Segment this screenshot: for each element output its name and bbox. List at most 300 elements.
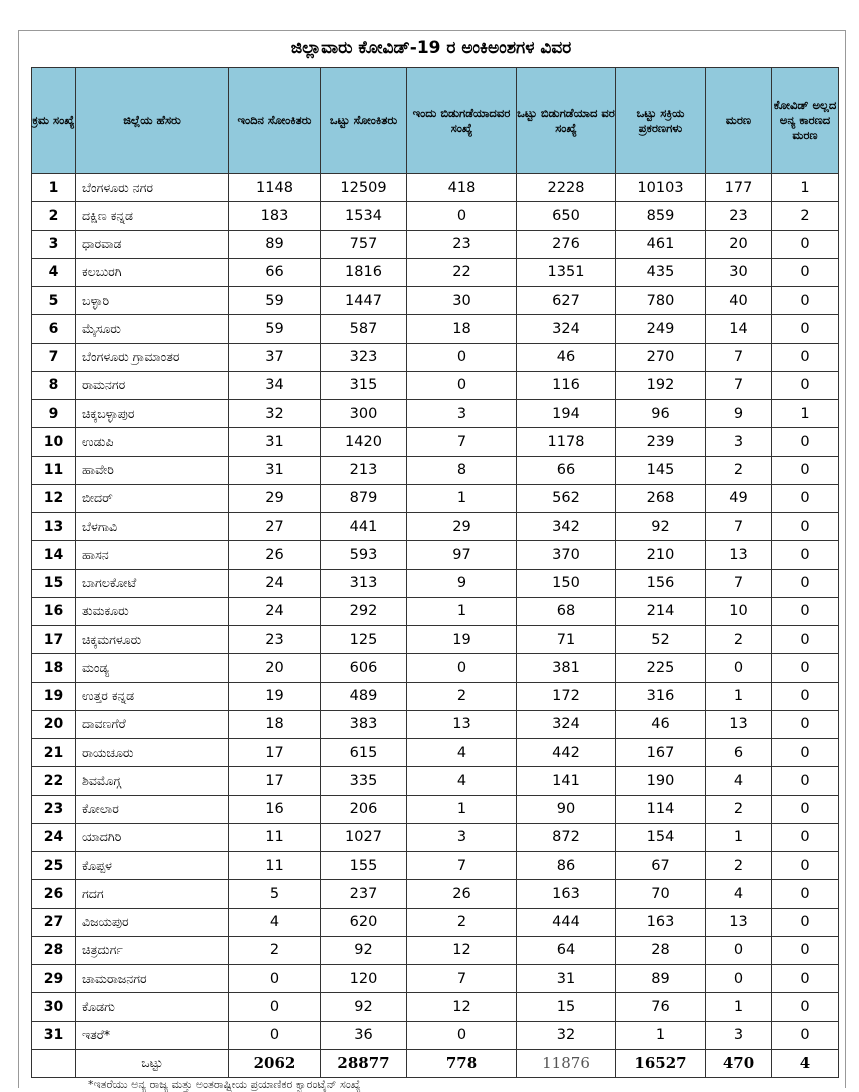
cell-district: ಗದಗ (76, 880, 229, 908)
cell-today-infected: 11 (229, 852, 321, 880)
cell-sl: 10 (32, 428, 76, 456)
cell-sl: 12 (32, 484, 76, 512)
cell-total-infected: 92 (321, 936, 407, 964)
table-row (32, 541, 839, 569)
header-deaths: ಮರಣ (706, 68, 772, 174)
cell-sl: 27 (32, 908, 76, 936)
cell-non-covid-deaths: 0 (772, 767, 839, 795)
cell-total-infected: 1816 (321, 258, 407, 286)
total-total-infected: 28877 (321, 1049, 407, 1077)
cell-non-covid-deaths: 0 (772, 993, 839, 1021)
cell-deaths: 1 (706, 682, 772, 710)
cell-today-discharged: 12 (407, 993, 517, 1021)
cell-today-discharged: 2 (407, 682, 517, 710)
cell-today-infected: 11 (229, 823, 321, 851)
cell-district: ಕೊಪ್ಪಳ (76, 852, 229, 880)
cell-sl: 29 (32, 965, 76, 993)
cell-total-infected: 323 (321, 343, 407, 371)
cell-total-discharged: 116 (517, 371, 616, 399)
table-row (32, 343, 839, 371)
cell-total-discharged: 66 (517, 456, 616, 484)
cell-active: 10103 (616, 174, 706, 202)
table-row (32, 767, 839, 795)
cell-sl: 23 (32, 795, 76, 823)
cell-district: ಮಂಡ್ಯ (76, 654, 229, 682)
cell-deaths: 7 (706, 513, 772, 541)
cell-today-discharged: 13 (407, 710, 517, 738)
cell-today-infected: 16 (229, 795, 321, 823)
cell-non-covid-deaths: 0 (772, 739, 839, 767)
cell-today-infected: 24 (229, 597, 321, 625)
header-today-discharged: ಇಂದು ಬಿಡುಗಡೆಯಾದವರ ಸಂಖ್ಯೆ (407, 68, 517, 174)
total-total-discharged: 11876 (517, 1049, 616, 1077)
cell-total-discharged: 64 (517, 936, 616, 964)
cell-today-infected: 17 (229, 767, 321, 795)
cell-district: ದಾವಣಗೆರೆ (76, 710, 229, 738)
cell-today-infected: 59 (229, 287, 321, 315)
cell-deaths: 14 (706, 315, 772, 343)
cell-district: ಬೆಂಗಳೂರು ಗ್ರಾಮಾಂತರ (76, 343, 229, 371)
cell-district: ಬೆಂಗಳೂರು ನಗರ (76, 174, 229, 202)
cell-total-infected: 1447 (321, 287, 407, 315)
table-row (32, 823, 839, 851)
cell-active: 156 (616, 569, 706, 597)
cell-today-discharged: 8 (407, 456, 517, 484)
cell-sl: 18 (32, 654, 76, 682)
cell-deaths: 177 (706, 174, 772, 202)
cell-active: 270 (616, 343, 706, 371)
cell-sl: 19 (32, 682, 76, 710)
cell-non-covid-deaths: 0 (772, 852, 839, 880)
table-row (32, 400, 839, 428)
cell-deaths: 4 (706, 880, 772, 908)
cell-district: ದಕ್ಷಿಣ ಕನ್ನಡ (76, 202, 229, 230)
cell-deaths: 4 (706, 767, 772, 795)
cell-today-infected: 19 (229, 682, 321, 710)
cell-today-discharged: 26 (407, 880, 517, 908)
cell-district: ವಿಜಯಪುರ (76, 908, 229, 936)
cell-sl: 17 (32, 626, 76, 654)
cell-district: ಉತ್ತರ ಕನ್ನಡ (76, 682, 229, 710)
cell-active: 1 (616, 1021, 706, 1049)
cell-deaths: 7 (706, 343, 772, 371)
cell-sl: 21 (32, 739, 76, 767)
cell-district: ತುಮಕೂರು (76, 597, 229, 625)
cell-today-discharged: 4 (407, 767, 517, 795)
cell-total-discharged: 71 (517, 626, 616, 654)
cell-non-covid-deaths: 0 (772, 795, 839, 823)
cell-sl: 15 (32, 569, 76, 597)
cell-non-covid-deaths: 0 (772, 626, 839, 654)
cell-total-discharged: 442 (517, 739, 616, 767)
cell-today-infected: 66 (229, 258, 321, 286)
cell-district: ಕಲಬುರಗಿ (76, 258, 229, 286)
cell-today-discharged: 0 (407, 202, 517, 230)
cell-active: 28 (616, 936, 706, 964)
cell-deaths: 13 (706, 541, 772, 569)
table-row (32, 597, 839, 625)
cell-non-covid-deaths: 1 (772, 174, 839, 202)
cell-today-infected: 23 (229, 626, 321, 654)
cell-sl: 7 (32, 343, 76, 371)
cell-sl: 25 (32, 852, 76, 880)
cell-total-discharged: 562 (517, 484, 616, 512)
cell-total-discharged: 444 (517, 908, 616, 936)
cell-deaths: 13 (706, 710, 772, 738)
cell-sl: 13 (32, 513, 76, 541)
cell-district: ಹಾಸನ (76, 541, 229, 569)
cell-today-infected: 32 (229, 400, 321, 428)
cell-today-infected: 17 (229, 739, 321, 767)
cell-district: ಬೆಳಗಾವಿ (76, 513, 229, 541)
cell-today-infected: 18 (229, 710, 321, 738)
cell-today-discharged: 7 (407, 965, 517, 993)
cell-active: 167 (616, 739, 706, 767)
cell-total-infected: 335 (321, 767, 407, 795)
cell-today-infected: 0 (229, 1021, 321, 1049)
cell-sl: 28 (32, 936, 76, 964)
cell-today-infected: 0 (229, 965, 321, 993)
cell-active: 210 (616, 541, 706, 569)
cell-total-discharged: 1178 (517, 428, 616, 456)
cell-today-discharged: 1 (407, 795, 517, 823)
cell-non-covid-deaths: 0 (772, 428, 839, 456)
cell-total-infected: 1534 (321, 202, 407, 230)
cell-sl: 20 (32, 710, 76, 738)
cell-total-infected: 92 (321, 993, 407, 1021)
cell-non-covid-deaths: 0 (772, 908, 839, 936)
cell-active: 190 (616, 767, 706, 795)
cell-non-covid-deaths: 0 (772, 484, 839, 512)
cell-total-discharged: 15 (517, 993, 616, 1021)
cell-today-infected: 4 (229, 908, 321, 936)
cell-sl: 14 (32, 541, 76, 569)
cell-active: 435 (616, 258, 706, 286)
cell-deaths: 1 (706, 993, 772, 1021)
cell-total-discharged: 381 (517, 654, 616, 682)
cell-today-infected: 31 (229, 428, 321, 456)
cell-total-infected: 237 (321, 880, 407, 908)
table-row (32, 993, 839, 1021)
cell-sl: 11 (32, 456, 76, 484)
table-row (32, 258, 839, 286)
cell-non-covid-deaths: 0 (772, 343, 839, 371)
cell-total-infected: 300 (321, 400, 407, 428)
cell-total-infected: 206 (321, 795, 407, 823)
cell-total-infected: 879 (321, 484, 407, 512)
cell-deaths: 9 (706, 400, 772, 428)
cell-total-discharged: 194 (517, 400, 616, 428)
cell-total-discharged: 2228 (517, 174, 616, 202)
cell-non-covid-deaths: 1 (772, 400, 839, 428)
footnote: *ಇತರೆಯು ಅನ್ಯ ರಾಜ್ಯ ಮತ್ತು ಅಂತರಾಷ್ಟ್ರೀಯ ಪ್ರಯಾಣಿಕರ ಕ್ವಾರಂಟೈನ್ ಸಂಖ್ಯೆ (88, 1078, 361, 1091)
cell-active: 46 (616, 710, 706, 738)
cell-non-covid-deaths: 0 (772, 456, 839, 484)
cell-total-discharged: 370 (517, 541, 616, 569)
cell-today-infected: 27 (229, 513, 321, 541)
cell-total-discharged: 1351 (517, 258, 616, 286)
cell-today-discharged: 9 (407, 569, 517, 597)
cell-today-infected: 34 (229, 371, 321, 399)
cell-sl: 6 (32, 315, 76, 343)
cell-total-discharged: 31 (517, 965, 616, 993)
cell-active: 67 (616, 852, 706, 880)
table-row (32, 513, 839, 541)
cell-total-discharged: 163 (517, 880, 616, 908)
total-deaths: 470 (706, 1049, 772, 1077)
table-row (32, 315, 839, 343)
cell-district: ಬಾಗಲಕೋಟೆ (76, 569, 229, 597)
cell-active: 92 (616, 513, 706, 541)
table-row (32, 174, 839, 202)
cell-sl: 16 (32, 597, 76, 625)
cell-non-covid-deaths: 0 (772, 965, 839, 993)
cell-total-discharged: 46 (517, 343, 616, 371)
cell-non-covid-deaths: 0 (772, 230, 839, 258)
cell-total-discharged: 342 (517, 513, 616, 541)
table-row (32, 202, 839, 230)
cell-district: ಚಿಕ್ಕಬಳ್ಳಾಪುರ (76, 400, 229, 428)
cell-district: ಕೋಲಾರ (76, 795, 229, 823)
cell-total-discharged: 141 (517, 767, 616, 795)
cell-today-discharged: 97 (407, 541, 517, 569)
cell-total-discharged: 150 (517, 569, 616, 597)
cell-active: 214 (616, 597, 706, 625)
cell-today-infected: 1148 (229, 174, 321, 202)
cell-total-infected: 587 (321, 315, 407, 343)
cell-active: 316 (616, 682, 706, 710)
table-row (32, 484, 839, 512)
table-row (32, 569, 839, 597)
cell-today-discharged: 1 (407, 597, 517, 625)
table-row (32, 456, 839, 484)
table-row (32, 682, 839, 710)
total-today-infected: 2062 (229, 1049, 321, 1077)
cell-total-discharged: 627 (517, 287, 616, 315)
table-row (32, 230, 839, 258)
cell-sl: 4 (32, 258, 76, 286)
cell-sl: 2 (32, 202, 76, 230)
cell-deaths: 2 (706, 626, 772, 654)
cell-deaths: 2 (706, 795, 772, 823)
cell-district: ಚಿಕ್ಕಮಗಳೂರು (76, 626, 229, 654)
cell-today-discharged: 2 (407, 908, 517, 936)
cell-total-infected: 606 (321, 654, 407, 682)
header-sl: ಕ್ರಮ ಸಂಖ್ಯೆ (32, 68, 76, 174)
cell-deaths: 3 (706, 1021, 772, 1049)
cell-district: ಉಡುಪಿ (76, 428, 229, 456)
cell-today-discharged: 7 (407, 852, 517, 880)
cell-total-discharged: 872 (517, 823, 616, 851)
cell-district: ಶಿವಮೊಗ್ಗ (76, 767, 229, 795)
table-row (32, 739, 839, 767)
cell-district: ಬಳ್ಳಾರಿ (76, 287, 229, 315)
table-row (32, 965, 839, 993)
cell-non-covid-deaths: 0 (772, 823, 839, 851)
cell-total-discharged: 324 (517, 710, 616, 738)
cell-total-infected: 593 (321, 541, 407, 569)
cell-deaths: 0 (706, 965, 772, 993)
cell-non-covid-deaths: 0 (772, 880, 839, 908)
cell-today-infected: 2 (229, 936, 321, 964)
cell-today-discharged: 7 (407, 428, 517, 456)
district-covid-table (31, 67, 839, 1078)
cell-today-discharged: 418 (407, 174, 517, 202)
cell-deaths: 0 (706, 654, 772, 682)
cell-deaths: 7 (706, 569, 772, 597)
cell-total-infected: 1027 (321, 823, 407, 851)
table-row (32, 1021, 839, 1049)
cell-today-infected: 5 (229, 880, 321, 908)
cell-active: 70 (616, 880, 706, 908)
cell-deaths: 7 (706, 371, 772, 399)
cell-district: ರಾಯಚೂರು (76, 739, 229, 767)
page-title: ಜಿಲ್ಲಾವಾರು ಕೋವಿಡ್-19 ರ ಅಂಕಿಅಂಶಗಳ ವಿವರ (290, 38, 572, 58)
cell-today-discharged: 22 (407, 258, 517, 286)
cell-sl: 24 (32, 823, 76, 851)
cell-district: ಯಾದಗಿರಿ (76, 823, 229, 851)
cell-total-discharged: 650 (517, 202, 616, 230)
cell-sl: 8 (32, 371, 76, 399)
cell-active: 239 (616, 428, 706, 456)
table-row (32, 287, 839, 315)
header-total-discharged: ಒಟ್ಟು ಬಿಡುಗಡೆಯಾದ ವರ ಸಂಖ್ಯೆ (517, 68, 616, 174)
cell-sl: 3 (32, 230, 76, 258)
cell-sl: 9 (32, 400, 76, 428)
cell-active: 268 (616, 484, 706, 512)
cell-deaths: 23 (706, 202, 772, 230)
cell-total-infected: 315 (321, 371, 407, 399)
cell-total-infected: 757 (321, 230, 407, 258)
cell-active: 52 (616, 626, 706, 654)
table-row (32, 371, 839, 399)
cell-district: ಕೊಡಗು (76, 993, 229, 1021)
cell-deaths: 0 (706, 936, 772, 964)
cell-today-discharged: 0 (407, 371, 517, 399)
cell-deaths: 3 (706, 428, 772, 456)
cell-deaths: 2 (706, 456, 772, 484)
cell-non-covid-deaths: 0 (772, 710, 839, 738)
cell-active: 225 (616, 654, 706, 682)
cell-non-covid-deaths: 0 (772, 569, 839, 597)
cell-non-covid-deaths: 0 (772, 654, 839, 682)
table-row (32, 880, 839, 908)
cell-today-discharged: 0 (407, 654, 517, 682)
cell-sl: 22 (32, 767, 76, 795)
cell-sl: 1 (32, 174, 76, 202)
cell-active: 114 (616, 795, 706, 823)
cell-total-discharged: 68 (517, 597, 616, 625)
cell-district: ಚಾಮರಾಜನಗರ (76, 965, 229, 993)
cell-total-infected: 615 (321, 739, 407, 767)
cell-sl: 31 (32, 1021, 76, 1049)
cell-district: ಚಿತ್ರದುರ್ಗ (76, 936, 229, 964)
cell-deaths: 13 (706, 908, 772, 936)
cell-deaths: 10 (706, 597, 772, 625)
cell-deaths: 30 (706, 258, 772, 286)
cell-today-discharged: 1 (407, 484, 517, 512)
total-label: ಒಟ್ಟು (76, 1049, 229, 1077)
cell-today-discharged: 3 (407, 823, 517, 851)
cell-deaths: 1 (706, 823, 772, 851)
cell-active: 154 (616, 823, 706, 851)
cell-active: 249 (616, 315, 706, 343)
cell-today-infected: 24 (229, 569, 321, 597)
cell-today-discharged: 4 (407, 739, 517, 767)
cell-sl: 26 (32, 880, 76, 908)
cell-district: ಮೈಸೂರು (76, 315, 229, 343)
table-row (32, 908, 839, 936)
cell-non-covid-deaths: 0 (772, 936, 839, 964)
cell-total-infected: 120 (321, 965, 407, 993)
cell-total-discharged: 90 (517, 795, 616, 823)
cell-today-infected: 29 (229, 484, 321, 512)
total-active: 16527 (616, 1049, 706, 1077)
total-non-covid-deaths: 4 (772, 1049, 839, 1077)
cell-today-infected: 31 (229, 456, 321, 484)
cell-non-covid-deaths: 2 (772, 202, 839, 230)
cell-active: 780 (616, 287, 706, 315)
cell-non-covid-deaths: 0 (772, 541, 839, 569)
cell-today-discharged: 23 (407, 230, 517, 258)
cell-district: ರಾಮನಗರ (76, 371, 229, 399)
table-row (32, 936, 839, 964)
cell-non-covid-deaths: 0 (772, 597, 839, 625)
cell-active: 145 (616, 456, 706, 484)
cell-today-infected: 37 (229, 343, 321, 371)
table-row (32, 710, 839, 738)
cell-sl: 30 (32, 993, 76, 1021)
table-header-row (32, 68, 839, 174)
cell-active: 163 (616, 908, 706, 936)
cell-total-discharged: 172 (517, 682, 616, 710)
cell-total-infected: 383 (321, 710, 407, 738)
cell-deaths: 49 (706, 484, 772, 512)
cell-total-discharged: 276 (517, 230, 616, 258)
cell-non-covid-deaths: 0 (772, 1021, 839, 1049)
cell-today-discharged: 29 (407, 513, 517, 541)
cell-total-infected: 155 (321, 852, 407, 880)
header-active-cases: ಒಟ್ಟು ಸಕ್ರಿಯ ಪ್ರಕರಣಗಳು (616, 68, 706, 174)
cell-total-infected: 12509 (321, 174, 407, 202)
cell-deaths: 2 (706, 852, 772, 880)
cell-non-covid-deaths: 0 (772, 682, 839, 710)
cell-today-infected: 59 (229, 315, 321, 343)
header-non-covid-deaths: ಕೋವಿಡ್ ಅಲ್ಲದ ಅನ್ಯ ಕಾರಣದ ಮರಣ (772, 68, 839, 174)
cell-deaths: 20 (706, 230, 772, 258)
table-body (32, 174, 839, 1050)
cell-today-discharged: 12 (407, 936, 517, 964)
cell-total-discharged: 32 (517, 1021, 616, 1049)
cell-active: 76 (616, 993, 706, 1021)
cell-district: ಬೀದರ್ (76, 484, 229, 512)
table-row (32, 654, 839, 682)
cell-today-discharged: 30 (407, 287, 517, 315)
cell-total-discharged: 86 (517, 852, 616, 880)
cell-today-discharged: 18 (407, 315, 517, 343)
cell-total-infected: 125 (321, 626, 407, 654)
total-today-discharged: 778 (407, 1049, 517, 1077)
cell-total-infected: 489 (321, 682, 407, 710)
cell-today-infected: 20 (229, 654, 321, 682)
cell-sl: 5 (32, 287, 76, 315)
cell-district: ಧಾರವಾಡ (76, 230, 229, 258)
cell-today-discharged: 19 (407, 626, 517, 654)
cell-non-covid-deaths: 0 (772, 315, 839, 343)
cell-deaths: 40 (706, 287, 772, 315)
cell-today-infected: 183 (229, 202, 321, 230)
cell-total-infected: 1420 (321, 428, 407, 456)
